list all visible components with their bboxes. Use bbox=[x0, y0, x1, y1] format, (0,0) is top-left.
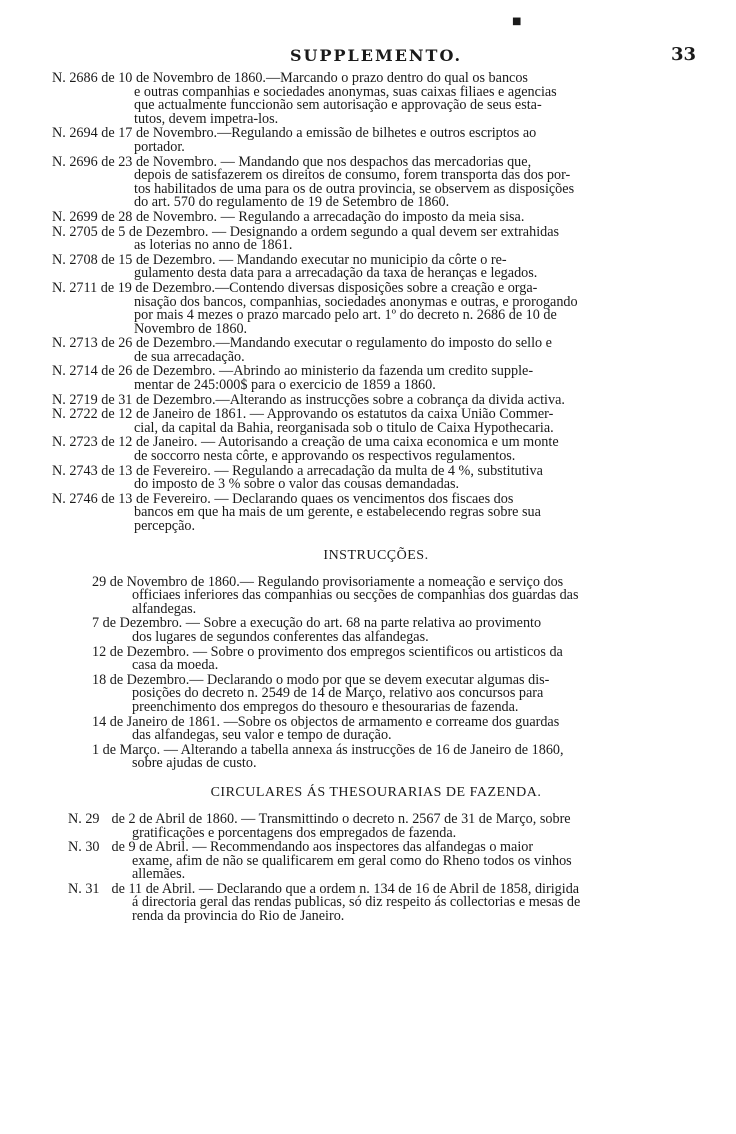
entry-continuation: cial, da capital da Bahia, reorganisada sob o titulo de Caixa Hypothecaria. bbox=[134, 419, 554, 436]
entry-text: de 2 de Abril de 1860. — Transmittindo o decreto n. 2567 de 31 de Março, sobre bbox=[111, 810, 571, 827]
entry-continuation: exame, afim de não se qualificarem em geral como do Rheno todos os vinhos bbox=[132, 852, 572, 869]
entry-continuation: gulamento desta data para a arrecadação da taxa de heranças e legados. bbox=[134, 265, 538, 282]
list-item bbox=[52, 408, 700, 435]
list-item bbox=[52, 713, 700, 744]
entry-continuation: do art. 570 do regulamento de 19 de Setembro de 1860. bbox=[134, 194, 450, 211]
entry-number: N. 2708 bbox=[52, 251, 98, 268]
entry-number: N. 2743 bbox=[52, 462, 98, 479]
entry-text: 7 de Dezembro. — Sobre a execução do art. 68 na parte relativa ao provimento bbox=[92, 615, 542, 632]
entry-number: N. 29 bbox=[68, 810, 100, 827]
entry-text: de 15 de Dezembro. — Mandando executar no municipio da côrte o re- bbox=[101, 251, 507, 268]
entry-continuation: mentar de 245:000$ para o exercicio de 1859 a 1860. bbox=[134, 377, 436, 394]
list-item bbox=[52, 391, 700, 408]
entry-number: N. 2746 bbox=[52, 490, 98, 507]
entry-text: de 5 de Dezembro. — Designando a ordem segundo a qual devem ser extrahidas bbox=[101, 223, 560, 240]
entry-text: 1 de Março. — Alterando a tabella annexa ás instrucções de 16 de Janeiro de 1860, bbox=[92, 741, 564, 758]
instructions-heading: INSTRUCÇÕES. bbox=[323, 547, 429, 563]
entry-continuation: casa da moeda. bbox=[132, 657, 219, 674]
entry-continuation: tos habilitados de uma para os de outra provincia, se observem as disposições bbox=[134, 180, 575, 197]
entry-text: de 13 de Fevereiro. — Regulando a arrecadação da multa de 4 %, substitutiva bbox=[101, 462, 543, 479]
entry-text: de 9 de Abril. — Recommendando aos inspectores das alfandegas o maior bbox=[111, 839, 534, 856]
list-item bbox=[52, 365, 700, 392]
list-item bbox=[52, 880, 700, 925]
entry-continuation: nisação dos bancos, companhias, sociedades anonymas e outras, e prorogando bbox=[134, 293, 578, 310]
entry-text: de 31 de Dezembro.—Alterando as instrucções sobre a cobrança da divida activa. bbox=[101, 391, 565, 408]
circulars-list bbox=[52, 810, 700, 925]
entry-continuation: Novembro de 1860. bbox=[134, 320, 248, 337]
entry-text: 14 de Janeiro de 1861. —Sobre os objectos de armamento e correame dos guardas bbox=[92, 713, 560, 730]
list-item bbox=[52, 617, 700, 644]
entry-number: N. 2686 bbox=[52, 70, 98, 86]
entry-continuation: por mais 4 mezes o prazo marcado pelo art. 1º do decreto n. 2686 de 10 de bbox=[134, 307, 557, 324]
list-item bbox=[52, 671, 700, 715]
entry-text: de 12 de Janeiro. — Autorisando a creação de uma caixa economica e um monte bbox=[101, 434, 559, 451]
list-item bbox=[52, 153, 700, 211]
entry-continuation: que actualmente funccionão sem autorisação e approvação de seus esta- bbox=[134, 97, 542, 114]
entry-continuation: bancos em que ha mais de um gerente, e estabelecendo regras sobre sua bbox=[134, 504, 541, 521]
entry-continuation: á directoria geral das rendas publicas, só diz respeito ás collectorias e mesas de bbox=[132, 894, 581, 911]
instructions-list bbox=[52, 573, 700, 772]
entry-text: 29 de Novembro de 1860.— Regulando provisoriamente a nomeação e serviço dos bbox=[92, 573, 564, 590]
list-item bbox=[52, 741, 700, 772]
circulars-heading: CIRCULARES ÁS THESOURARIAS DE FAZENDA. bbox=[210, 784, 542, 800]
entry-number: N. 30 bbox=[68, 839, 100, 856]
entry-first-line bbox=[52, 208, 700, 225]
entry-continuation: dos lugares de segundos conferentes das alfandegas. bbox=[132, 628, 429, 645]
entry-text: de 13 de Fevereiro. — Declarando quaes os vencimentos dos fiscaes dos bbox=[101, 490, 514, 507]
page-header bbox=[52, 16, 700, 72]
entry-continuation: depois de satisfazerem os direitos de consumo, forem transporta das dos por- bbox=[134, 167, 571, 184]
entry-continuation: e outras companhias e sociedades anonymas, suas caixas filiaes e agencias bbox=[134, 83, 557, 100]
entry-continuation: preenchimento dos empregos do thesouro e thesourarias de fazenda. bbox=[132, 698, 519, 715]
entry-text: de 26 de Dezembro. —Abrindo ao ministerio da fazenda um credito supple- bbox=[101, 363, 534, 380]
list-item bbox=[52, 127, 700, 154]
entry-continuation: gratificações e porcentagens dos empregados de fazenda. bbox=[132, 824, 457, 841]
ink-dot: ■ bbox=[512, 16, 522, 27]
entry-number: N. 2711 bbox=[52, 279, 98, 296]
list-item bbox=[52, 279, 700, 337]
entry-number: N. 2696 bbox=[52, 153, 98, 170]
decree-list bbox=[52, 72, 700, 534]
list-item bbox=[52, 810, 700, 841]
entry-number: N. 2722 bbox=[52, 406, 98, 423]
entry-continuation: de sua arrecadação. bbox=[134, 348, 245, 365]
entry-text: de 28 de Novembro. — Regulando a arrecadação do imposto da meia sisa. bbox=[101, 208, 525, 225]
list-item bbox=[52, 436, 700, 463]
entry-number: N. 2719 bbox=[52, 391, 98, 408]
entry-number: N. 2694 bbox=[52, 125, 98, 142]
entry-number: N. 2713 bbox=[52, 335, 98, 352]
list-item bbox=[52, 208, 700, 225]
list-item bbox=[52, 223, 700, 254]
entry-continuation: das alfandegas, seu valor e tempo de duração. bbox=[132, 727, 392, 744]
entry-continuation: percepção. bbox=[134, 518, 196, 534]
list-item bbox=[52, 841, 700, 882]
entry-continuation: sobre ajudas de custo. bbox=[132, 755, 257, 772]
entry-text: 12 de Dezembro. — Sobre o provimento dos empregos scientificos ou artisticos da bbox=[92, 643, 563, 660]
entry-text: de 23 de Novembro. — Mandando que nos despachos das mercadorias que, bbox=[101, 153, 532, 170]
entry-continuation: renda da provincia do Rio de Janeiro. bbox=[132, 908, 345, 925]
page-title: SUPPLEMENTO. bbox=[289, 46, 463, 65]
entry-number: N. 31 bbox=[68, 880, 100, 897]
list-item bbox=[52, 462, 700, 493]
entry-text: de 17 de Novembro.—Regulando a emissão de bilhetes e outros escriptos ao bbox=[101, 125, 537, 142]
entry-continuation: allemães. bbox=[132, 866, 186, 883]
entry-text: de 12 de Janeiro de 1861. — Approvando os estatutos da caixa União Commer- bbox=[101, 406, 554, 423]
entry-number: N. 2714 bbox=[52, 363, 98, 380]
entry-number: N. 2723 bbox=[52, 434, 98, 451]
entry-first-line bbox=[52, 391, 700, 408]
entry-number: N. 2699 bbox=[52, 208, 98, 225]
entry-continuation: alfandegas. bbox=[132, 600, 197, 617]
entry-text: de 19 de Dezembro.—Contendo diversas disposições sobre a creação e orga- bbox=[100, 279, 538, 296]
entry-continuation: tutos, devem impetra-los. bbox=[134, 110, 279, 127]
entry-continuation: posições do decreto n. 2549 de 14 de Março, relativo aos concursos para bbox=[132, 685, 544, 702]
list-item bbox=[52, 643, 700, 674]
entry-continuation: de soccorro nesta côrte, e approvando os respectivos regulamentos. bbox=[134, 448, 516, 465]
list-item bbox=[52, 573, 700, 617]
entry-text: de 10 de Novembro de 1860.—Marcando o prazo dentro do qual os bancos bbox=[101, 70, 528, 86]
list-item bbox=[52, 337, 700, 364]
entry-continuation: portador. bbox=[134, 138, 185, 155]
entry-text: de 26 de Dezembro.—Mandando executar o regulamento do imposto do sello e bbox=[101, 335, 552, 352]
list-item bbox=[52, 72, 700, 126]
entry-continuation: officiaes inferiores das companhias ou secções de companhias dos guardas das bbox=[132, 587, 579, 604]
entry-continuation: do imposto de 3 % sobre o valor das cousas demandadas. bbox=[134, 476, 460, 493]
entry-continuation: as loterias no anno de 1861. bbox=[134, 237, 293, 254]
list-item bbox=[52, 251, 700, 282]
page-number: 33 bbox=[670, 44, 696, 65]
list-item bbox=[52, 490, 700, 534]
entry-number: N. 2705 bbox=[52, 223, 98, 240]
entry-text: 18 de Dezembro.— Declarando o modo por que se devem executar algumas dis- bbox=[92, 671, 550, 688]
entry-text: de 11 de Abril. — Declarando que a ordem n. 134 de 16 de Abril de 1858, dirigida bbox=[111, 880, 580, 897]
